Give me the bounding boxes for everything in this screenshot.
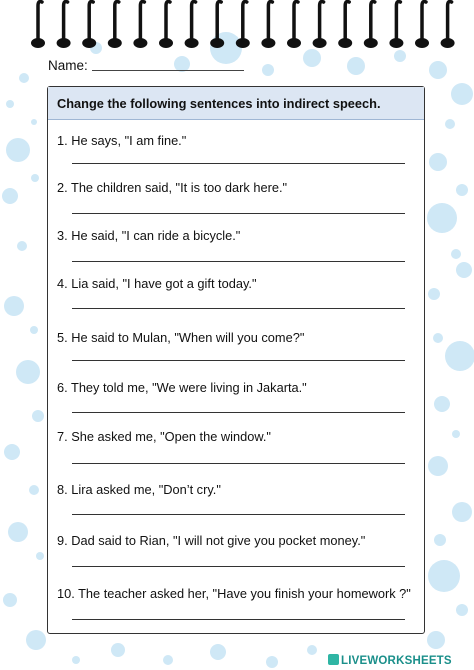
answer-line[interactable] <box>72 261 405 262</box>
question-text: 1. He says, "I am fine." <box>57 133 187 148</box>
spiral-ring <box>261 2 275 49</box>
spiral-ring <box>236 2 250 49</box>
spiral-ring <box>210 2 224 49</box>
answer-line[interactable] <box>72 163 405 164</box>
instruction-text: Change the following sentences into indirect speech. <box>57 96 381 111</box>
spiral-ring <box>313 2 327 49</box>
answer-line[interactable] <box>72 514 405 515</box>
spiral-ring <box>364 2 378 49</box>
question-text: 9. Dad said to Rian, "I will not give you pocket money." <box>57 533 366 548</box>
liveworksheets-logo <box>328 654 452 667</box>
answer-line[interactable] <box>72 412 405 413</box>
spiral-ring <box>159 2 173 49</box>
question-text: 5. He said to Mulan, "When will you come?" <box>57 330 305 345</box>
answer-line[interactable] <box>72 360 405 361</box>
spiral-ring <box>31 2 45 49</box>
spiral-ring <box>287 2 301 49</box>
name-label: Name: <box>48 58 88 73</box>
name-input-line[interactable] <box>92 70 244 71</box>
answer-line[interactable] <box>72 463 405 464</box>
spiral-ring <box>441 2 455 49</box>
question-text: 6. They told me, "We were living in Jakarta." <box>57 380 307 395</box>
spiral-ring <box>57 2 71 49</box>
spiral-binding <box>0 0 474 52</box>
question-text: 10. The teacher asked her, "Have you finish your homework ?" <box>57 586 411 601</box>
question-text: 3. He said, "I can ride a bicycle." <box>57 228 241 243</box>
spiral-ring <box>133 2 147 49</box>
spiral-ring <box>82 2 96 49</box>
instruction-header <box>48 87 424 120</box>
brand-text: LIVEWORKSHEETS <box>341 655 452 667</box>
answer-line[interactable] <box>72 308 405 309</box>
logo-icon <box>328 654 339 665</box>
question-text: 2. The children said, "It is too dark here." <box>57 180 288 195</box>
question-text: 8. Lira asked me, "Don’t cry." <box>57 482 221 497</box>
answer-line[interactable] <box>72 619 405 620</box>
answer-line[interactable] <box>72 213 405 214</box>
spiral-ring <box>108 2 122 49</box>
answer-line[interactable] <box>72 566 405 567</box>
spiral-ring <box>185 2 199 49</box>
question-text: 4. Lia said, "I have got a gift today." <box>57 276 257 291</box>
spiral-ring <box>338 2 352 49</box>
worksheet-card <box>47 86 425 634</box>
spiral-ring <box>389 2 403 49</box>
spiral-ring <box>415 2 429 49</box>
question-text: 7. She asked me, "Open the window." <box>57 429 271 444</box>
